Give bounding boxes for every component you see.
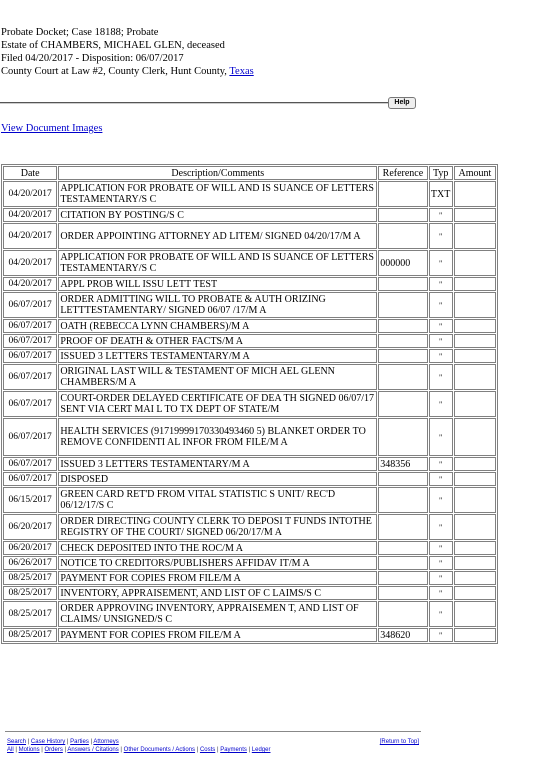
docket-row (3, 628, 496, 642)
entry-type: " (429, 349, 453, 363)
footer-filter-link[interactable]: Costs (199, 747, 216, 753)
docket-row (3, 319, 496, 333)
entry-reference (378, 277, 427, 291)
entry-amount (454, 181, 496, 207)
entry-date: 06/07/2017 (3, 472, 57, 486)
entry-type: " (429, 334, 453, 348)
entry-description: ORDER APPROVING INVENTORY, APPRAISEMEN T, AND LIST OF CLAIMS/ UNSIGNED/S C (58, 601, 377, 627)
entry-reference (378, 292, 427, 318)
docket-row (3, 181, 496, 207)
entry-date: 08/25/2017 (3, 571, 57, 585)
footer-filter-link[interactable]: All (7, 747, 14, 753)
footer-separator: | (246, 747, 252, 753)
table-header-row (3, 166, 496, 180)
entry-description: CHECK DEPOSITED INTO THE ROC/M A (58, 541, 377, 555)
entry-amount (454, 334, 496, 348)
entry-description: DISPOSED (58, 472, 377, 486)
entry-date: 08/25/2017 (3, 601, 57, 627)
entry-amount (454, 418, 496, 456)
entry-date: 06/07/2017 (3, 334, 57, 348)
case-title: Probate Docket; Case 18188; Probate (1, 27, 159, 38)
entry-description: INVENTORY, APPRAISEMENT, AND LIST OF C LAIMS/S C (58, 586, 377, 600)
docket-row (3, 277, 496, 291)
entry-amount (454, 208, 496, 222)
entry-amount (454, 556, 496, 570)
docket-row (3, 586, 496, 600)
footer-separator: | (118, 747, 124, 753)
footer-filter-link[interactable]: Ledger (251, 747, 271, 753)
footer-nav-row1 (7, 738, 421, 746)
footer-nav (7, 738, 421, 754)
entry-description: HEALTH SERVICES (91719999170330493460 5) BLANKET ORDER TO REMOVE CONFIDENTI AL INFOR FROM FILE/M A (58, 418, 377, 456)
horizontal-rule (0, 102, 389, 104)
entry-reference (378, 586, 427, 600)
entry-amount (454, 364, 496, 390)
footer-filter-link[interactable]: Answers / Citations (67, 747, 119, 753)
help-button[interactable]: Help (388, 97, 416, 109)
footer-filter-link[interactable]: Motions (18, 747, 40, 753)
entry-description: ISSUED 3 LETTERS TESTAMENTARY/M A (58, 457, 377, 471)
docket-row (3, 487, 496, 513)
entry-amount (454, 571, 496, 585)
entry-date: 06/07/2017 (3, 292, 57, 318)
entry-type: " (429, 292, 453, 318)
entry-date: 06/07/2017 (3, 319, 57, 333)
docket-row (3, 349, 496, 363)
entry-description: ISSUED 3 LETTERS TESTAMENTARY/M A (58, 349, 377, 363)
entry-type: TXT (429, 181, 453, 207)
entry-description: ORIGINAL LAST WILL & TESTAMENT OF MICH AEL GLENN CHAMBERS/M A (58, 364, 377, 390)
entry-date: 06/07/2017 (3, 391, 57, 417)
docket-row (3, 418, 496, 456)
entry-type: " (429, 208, 453, 222)
entry-type: " (429, 586, 453, 600)
entry-amount (454, 457, 496, 471)
entry-type: " (429, 487, 453, 513)
entry-description: OATH (REBECCA LYNN CHAMBERS)/M A (58, 319, 377, 333)
footer-nav-link[interactable]: Search (7, 739, 27, 745)
entry-description: PAYMENT FOR COPIES FROM FILE/M A (58, 571, 377, 585)
entry-date: 06/20/2017 (3, 541, 57, 555)
entry-amount (454, 601, 496, 627)
docket-row (3, 208, 496, 222)
docket-row (3, 457, 496, 471)
footer-separator: | (39, 747, 45, 753)
entry-reference (378, 334, 427, 348)
entry-date: 08/25/2017 (3, 628, 57, 642)
footer-nav-link[interactable]: Attorneys (93, 739, 119, 745)
entry-date: 06/07/2017 (3, 457, 57, 471)
entry-date: 04/20/2017 (3, 181, 57, 207)
docket-row (3, 250, 496, 276)
return-to-top-link[interactable]: [Return to Top] (379, 739, 419, 745)
entry-description: NOTICE TO CREDITORS/PUBLISHERS AFFIDAV IT/M A (58, 556, 377, 570)
entry-date: 06/15/2017 (3, 487, 57, 513)
docket-row (3, 601, 496, 627)
texas-link[interactable]: Texas (229, 66, 254, 77)
footer-filter-link[interactable]: Other Documents / Actions (123, 747, 196, 753)
entry-date: 06/07/2017 (3, 349, 57, 363)
entry-amount (454, 319, 496, 333)
entry-reference (378, 391, 427, 417)
estate-name: Estate of CHAMBERS, MICHAEL GLEN, deceased (1, 40, 225, 51)
entry-reference (378, 541, 427, 555)
entry-type: " (429, 319, 453, 333)
entry-description: APPL PROB WILL ISSU LETT TEST (58, 277, 377, 291)
entry-amount (454, 277, 496, 291)
footer-separator: | (13, 747, 19, 753)
footer-rule (5, 731, 421, 732)
docket-row (3, 571, 496, 585)
entry-amount (454, 586, 496, 600)
entry-date: 04/20/2017 (3, 208, 57, 222)
docket-table (1, 164, 498, 644)
entry-amount (454, 487, 496, 513)
entry-type: " (429, 364, 453, 390)
entry-date: 06/20/2017 (3, 514, 57, 540)
entry-description: ORDER DIRECTING COUNTY CLERK TO DEPOSI T FUNDS INTOTHE REGISTRY OF THE COURT/ SIGNED 06/20/17/M A (58, 514, 377, 540)
court-line (1, 65, 254, 78)
entry-type: " (429, 277, 453, 291)
entry-description: PAYMENT FOR COPIES FROM FILE/M A (58, 628, 377, 642)
entry-reference (378, 181, 427, 207)
col-header-date: Date (3, 166, 57, 180)
entry-description: ORDER ADMITTING WILL TO PROBATE & AUTH ORIZING LETTTESTAMENTARY/ SIGNED 06/07 /17/M A (58, 292, 377, 318)
footer-nav-link[interactable]: Case History (30, 739, 66, 745)
footer-nav-row2 (7, 746, 421, 754)
entry-reference (378, 349, 427, 363)
docket-row (3, 292, 496, 318)
entry-amount (454, 292, 496, 318)
docket-row (3, 364, 496, 390)
entry-amount (454, 223, 496, 249)
entry-type: " (429, 457, 453, 471)
entry-description: CITATION BY POSTING/S C (58, 208, 377, 222)
entry-reference: 348356 (378, 457, 427, 471)
entry-type: " (429, 541, 453, 555)
case-header (1, 26, 254, 78)
entry-amount (454, 472, 496, 486)
footer-separator: | (195, 747, 200, 753)
footer-separator: | (62, 747, 68, 753)
entry-date: 04/20/2017 (3, 223, 57, 249)
entry-date: 06/26/2017 (3, 556, 57, 570)
footer-filter-link[interactable]: Payments (220, 747, 247, 753)
docket-row (3, 334, 496, 348)
col-header-description: Description/Comments (58, 166, 377, 180)
entry-reference (378, 514, 427, 540)
docket-row (3, 391, 496, 417)
entry-date: 06/07/2017 (3, 364, 57, 390)
court-text: County Court at Law #2, County Clerk, Hunt County, (1, 66, 230, 77)
entry-reference (378, 319, 427, 333)
docket-row (3, 541, 496, 555)
entry-type: " (429, 418, 453, 456)
entry-amount (454, 391, 496, 417)
entry-date: 04/20/2017 (3, 277, 57, 291)
entry-reference: 000000 (378, 250, 427, 276)
entry-description: GREEN CARD RET'D FROM VITAL STATISTIC S UNIT/ REC'D 06/12/17/S C (58, 487, 377, 513)
separator-with-help (0, 98, 418, 108)
entry-type: " (429, 514, 453, 540)
entry-type: " (429, 571, 453, 585)
footer-separator: | (88, 739, 94, 745)
entry-reference (378, 556, 427, 570)
docket-row (3, 223, 496, 249)
footer-nav-link[interactable]: Parties (70, 739, 89, 745)
entry-amount (454, 541, 496, 555)
docket-body (3, 181, 496, 642)
entry-description: PROOF OF DEATH & OTHER FACTS/M A (58, 334, 377, 348)
entry-type: " (429, 250, 453, 276)
entry-type: " (429, 223, 453, 249)
entry-reference: 348620 (378, 628, 427, 642)
entry-amount (454, 628, 496, 642)
entry-reference (378, 208, 427, 222)
docket-row (3, 514, 496, 540)
entry-type: " (429, 601, 453, 627)
docket-row (3, 556, 496, 570)
view-document-images-link[interactable]: View Document Images (1, 123, 103, 134)
filed-disposition: Filed 04/20/2017 - Disposition: 06/07/2017 (1, 53, 184, 64)
col-header-amount: Amount (454, 166, 496, 180)
entry-description: APPLICATION FOR PROBATE OF WILL AND IS SUANCE OF LETTERS TESTAMENTARY/S C (58, 250, 377, 276)
entry-reference (378, 571, 427, 585)
col-header-reference: Reference (378, 166, 427, 180)
entry-reference (378, 601, 427, 627)
entry-description: COURT-ORDER DELAYED CERTIFICATE OF DEA TH SIGNED 06/07/17 SENT VIA CERT MAI L TO TX DEPT OF STATE/M (58, 391, 377, 417)
footer-separator: | (215, 747, 221, 753)
entry-reference (378, 223, 427, 249)
footer-separator: | (65, 739, 71, 745)
entry-description: APPLICATION FOR PROBATE OF WILL AND IS SUANCE OF LETTERS TESTAMENTARY/S C (58, 181, 377, 207)
entry-date: 06/07/2017 (3, 418, 57, 456)
entry-date: 04/20/2017 (3, 250, 57, 276)
entry-reference (378, 487, 427, 513)
entry-type: " (429, 628, 453, 642)
footer-filter-link[interactable]: Orders (44, 747, 63, 753)
entry-type: " (429, 472, 453, 486)
entry-reference (378, 364, 427, 390)
entry-amount (454, 514, 496, 540)
docket-row (3, 472, 496, 486)
entry-reference (378, 472, 427, 486)
entry-reference (378, 418, 427, 456)
entry-amount (454, 349, 496, 363)
footer-separator: | (26, 739, 31, 745)
entry-type: " (429, 556, 453, 570)
entry-type: " (429, 391, 453, 417)
entry-amount (454, 250, 496, 276)
entry-description: ORDER APPOINTING ATTORNEY AD LITEM/ SIGNED 04/20/17/M A (58, 223, 377, 249)
col-header-type: Typ (429, 166, 453, 180)
entry-date: 08/25/2017 (3, 586, 57, 600)
